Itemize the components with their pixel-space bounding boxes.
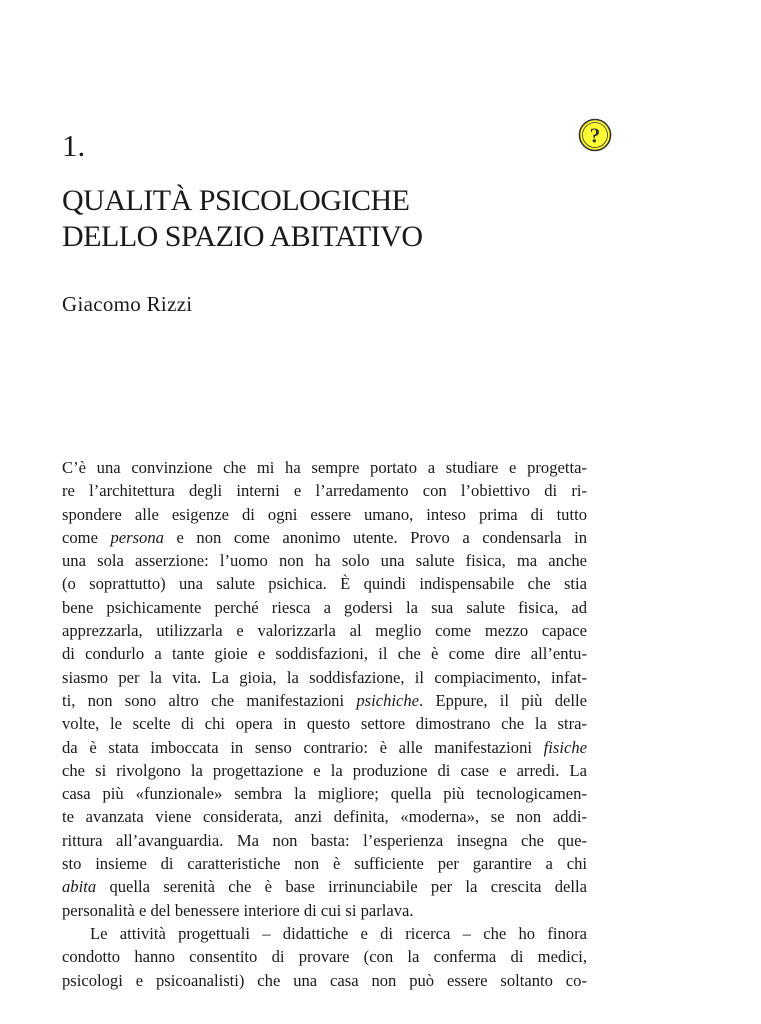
- text-line: spondere alle esigenze di ogni essere umano, inteso prima di tutto: [62, 504, 587, 524]
- text-line: (o soprattutto) una salute psichica. È quindi indispensabile che stia: [62, 574, 587, 594]
- body-text: [62, 456, 587, 992]
- text-line: di condurlo a tante gioie e soddisfazioni, il che è come dire all’entu-: [62, 644, 587, 664]
- italic-term: persona: [110, 527, 164, 547]
- text-line: bene psichicamente perché riesca a godersi la sua salute fisica, ad: [62, 597, 587, 617]
- help-icon[interactable]: [578, 118, 612, 152]
- text-line: psicologi e psicoanalisti) che una casa non può essere soltanto co-: [62, 970, 587, 990]
- text-line: te avanzata viene considerata, anzi definita, «moderna», se non addi-: [62, 807, 587, 827]
- text-line: C’è una convinzione che mi ha sempre portato a studiare e progetta-: [62, 458, 587, 477]
- text-line: sto insieme di caratteristiche non è sufficiente per garantire a chi: [62, 854, 587, 874]
- text-line: abita quella serenità che è base irrinunciabile per la crescita della: [62, 877, 587, 897]
- text-line: Le attività progettuali – didattiche e di ricerca – che ho finora: [90, 923, 587, 943]
- chapter-title-line-2: DELLO SPAZIO ABITATIVO: [62, 220, 423, 253]
- text-line: casa più «funzionale» sembra la migliore; quella più tecnologicamen-: [62, 784, 587, 804]
- text-line: re l’architettura degli interni e l’arredamento con l’obiettivo di ri-: [62, 481, 587, 501]
- text-line: ti, non sono altro che manifestazioni psichiche. Eppure, il più delle: [62, 690, 587, 710]
- paragraph-1: [62, 456, 587, 922]
- text-line: rittura all’avanguardia. Ma non basta: l’esperienza insegna che que-: [62, 830, 587, 850]
- author-name: Giacomo Rizzi: [62, 292, 193, 316]
- italic-term: fisiche: [543, 737, 587, 757]
- text-line: condotto hanno consentito di provare (con la conferma di medici,: [62, 947, 587, 967]
- text-line: una sola asserzione: l’uomo non ha solo una salute fisica, ma anche: [62, 551, 587, 571]
- text-line: volte, le scelte di chi opera in questo settore dimostrano che la stra-: [62, 714, 587, 734]
- text-line: siasmo per la vita. La gioia, la soddisfazione, il compiacimento, infat-: [62, 667, 587, 687]
- text-line: come persona e non come anonimo utente. Provo a condensarla in: [62, 527, 587, 547]
- chapter-number: 1.: [62, 128, 86, 163]
- italic-term: abita: [62, 877, 97, 897]
- question-mark-icon[interactable]: [578, 118, 612, 152]
- text-line: che si rivolgono la progettazione e la produzione di case e arredi. La: [62, 760, 587, 780]
- text-line: personalità e del benessere interiore di cui si parlava.: [62, 900, 414, 920]
- chapter-title: [62, 183, 422, 255]
- text-line: da è stata imboccata in senso contrario: è alle manifestazioni fisiche: [62, 737, 587, 757]
- chapter-title-line-1: QUALITÀ PSICOLOGICHE: [62, 184, 410, 217]
- paragraph-2: [62, 922, 587, 992]
- italic-term: psichiche: [356, 690, 420, 710]
- svg-text:?: ?: [589, 123, 601, 148]
- text-line: apprezzarla, utilizzarla e valorizzarla al meglio come mezzo capace: [62, 621, 587, 641]
